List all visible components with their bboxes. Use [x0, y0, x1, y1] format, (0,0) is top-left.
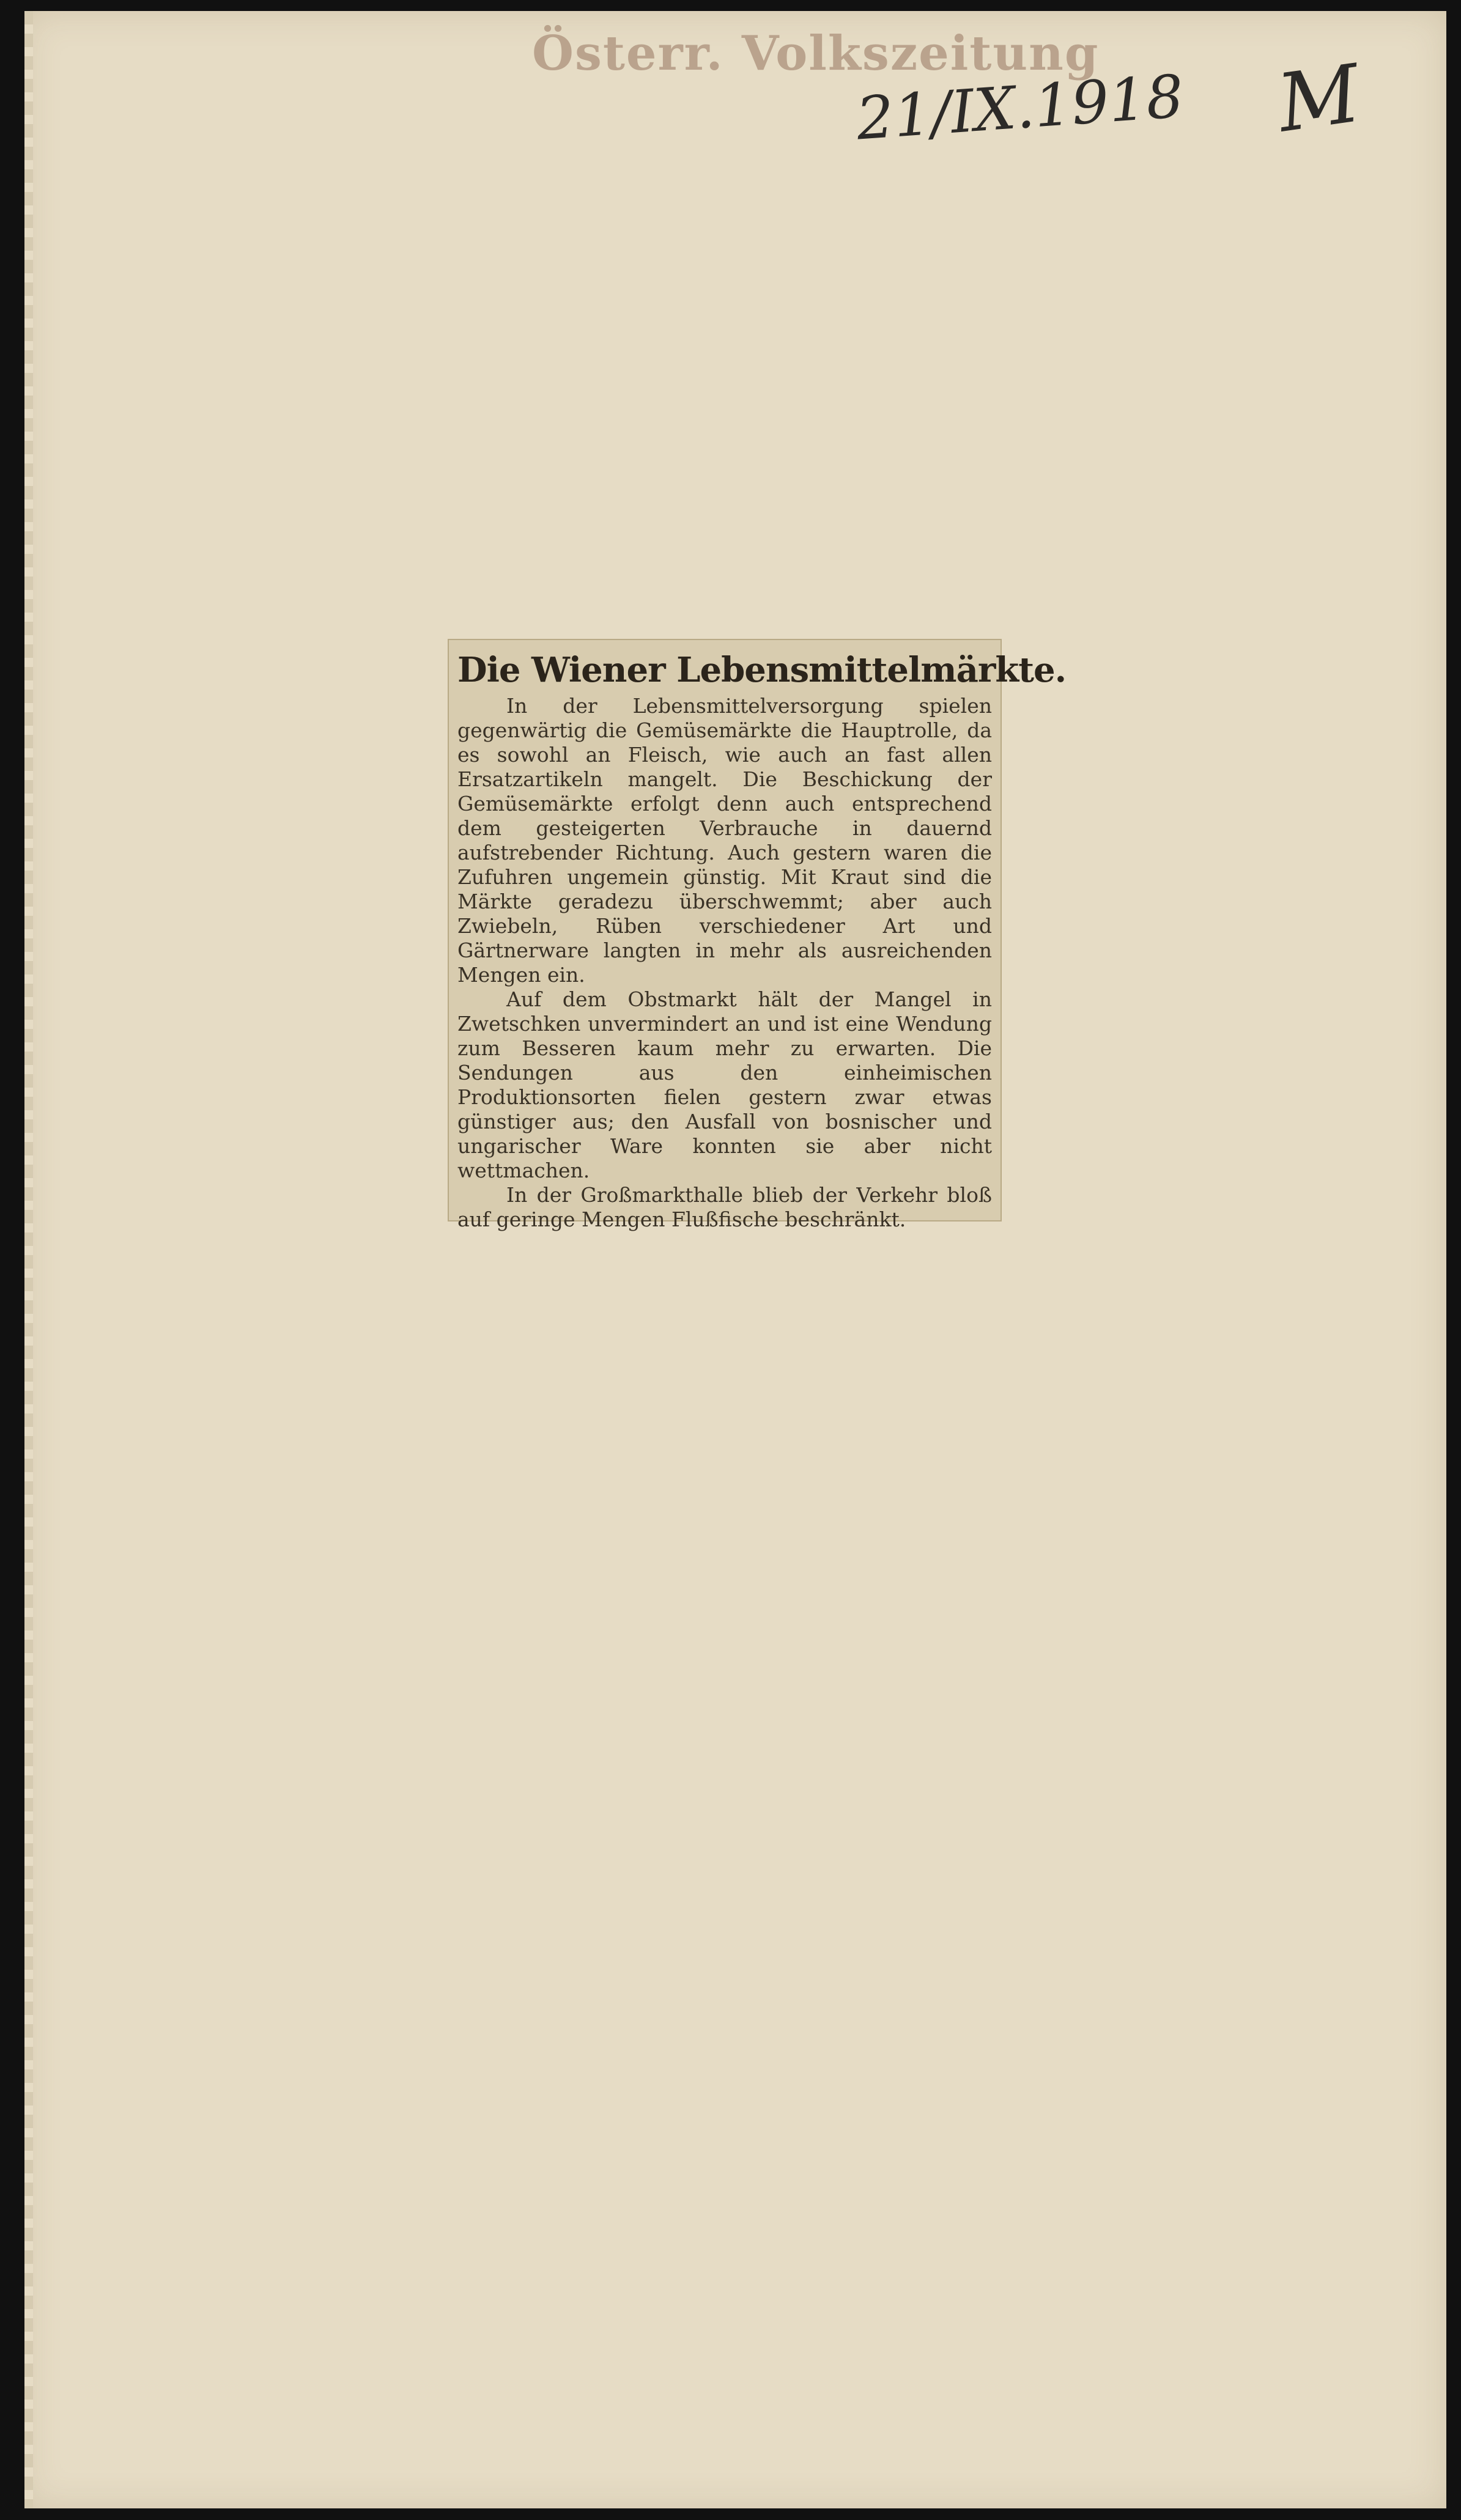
clipping-paragraph: Auf dem Obstmarkt hält der Mangel in Zwetschken unvermindert an und ist eine Wendung zum Besseren kaum mehr zu erwarten. Die Sendungen aus den einheimischen Produktionsorten fielen gestern zwar etwas günstiger aus; den Ausfall von bosnischer und ungarischer Ware konnten sie aber nicht wettmachen.: [457, 987, 992, 1182]
newspaper-clipping: [448, 639, 1067, 1231]
clipping-title: Die Wiener Lebensmittelmärkte.: [457, 650, 1067, 690]
handwritten-date: 21/IX.1918: [854, 62, 1186, 153]
newspaper-source-stamp: Österr. Volkszeitung: [532, 26, 1100, 81]
archive-sheet: [24, 11, 1446, 2508]
clipping-paragraph: In der Großmarkthalle blieb der Verkehr bloß auf geringe Mengen Flußfische beschränkt.: [457, 1183, 992, 1231]
clipping-paragraph: In der Lebensmittelversorgung spielen gegenwärtig die Gemüsemärkte die Hauptrolle, da es sowohl an Fleisch, wie auch an fast allen Ersatzartikeln mangelt. Die Beschickung der Gemüsemärkte erfolgt denn auch entsprechend dem gesteigerten Verbrauche in dauernd aufstrebender Richtung. Auch gestern waren die Zufuhren ungemein günstig. Mit Kraut sind die Märkte geradezu überschwemmt; aber auch Zwiebeln, Rüben verschiedener Art und Gärtnerware langten in mehr als ausreichenden Mengen ein.: [457, 694, 992, 987]
handwritten-mark: M: [1272, 46, 1366, 150]
torn-paper-edge: [24, 11, 33, 2508]
